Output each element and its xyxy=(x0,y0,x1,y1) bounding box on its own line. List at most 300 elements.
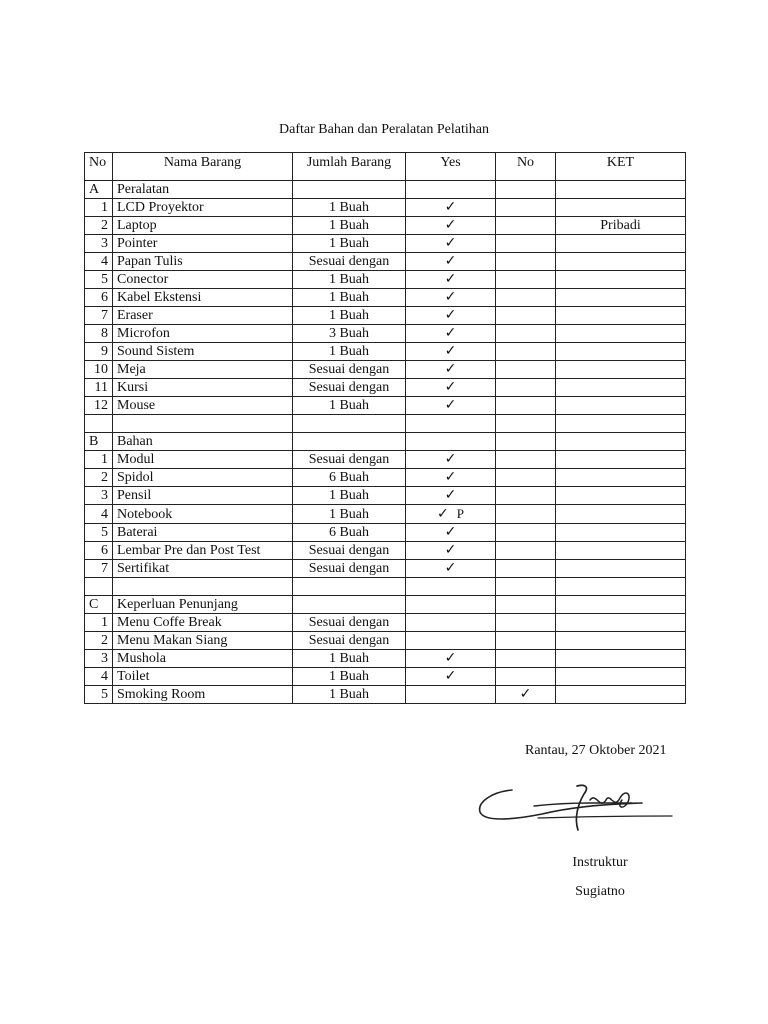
cell-yes-text: ✓ xyxy=(444,307,457,323)
cell-ket xyxy=(556,524,686,542)
cell-ket xyxy=(556,505,686,524)
cell-no xyxy=(85,235,113,253)
cell-nama-barang-text: Laptop xyxy=(117,218,157,233)
cell-ket xyxy=(556,235,686,253)
cell-ket xyxy=(556,199,686,217)
cell-no xyxy=(85,307,113,325)
cell-jumlah-barang xyxy=(293,181,406,199)
cell-ket xyxy=(556,632,686,650)
cell-nama-barang-text: Lembar Pre dan Post Test xyxy=(117,543,261,558)
cell-no xyxy=(85,632,113,650)
table-row xyxy=(85,235,686,253)
cell-ket xyxy=(556,469,686,487)
cell-ket xyxy=(556,181,686,199)
cell-no-text: 2 xyxy=(101,218,108,233)
cell-yes xyxy=(406,560,496,578)
cell-no-text: A xyxy=(89,182,100,197)
cell-jumlah-barang xyxy=(293,650,406,668)
cell-no-text: 8 xyxy=(101,326,108,341)
cell-no-check xyxy=(496,632,556,650)
cell-yes xyxy=(406,397,496,415)
cell-no xyxy=(85,415,113,433)
cell-yes-text: ✓ xyxy=(444,253,457,269)
cell-jumlah-barang xyxy=(293,524,406,542)
cell-nama-barang-text: Notebook xyxy=(117,506,173,522)
cell-nama-barang xyxy=(113,397,293,415)
cell-yes-text: ✓ xyxy=(444,560,457,576)
cell-yes xyxy=(406,542,496,560)
cell-yes-text: ✓ xyxy=(444,451,457,467)
cell-no-check xyxy=(496,271,556,289)
table-row xyxy=(85,271,686,289)
cell-no xyxy=(85,542,113,560)
cell-jumlah-barang xyxy=(293,307,406,325)
table-row xyxy=(85,614,686,632)
cell-nama-barang-text: Peralatan xyxy=(117,182,170,197)
yes-note: P xyxy=(456,506,464,521)
cell-no-text: 4 xyxy=(101,254,108,269)
cell-no-check xyxy=(496,415,556,433)
cell-no-text: 3 xyxy=(101,236,108,251)
cell-yes-text: ✓ xyxy=(444,668,457,684)
cell-ket xyxy=(556,343,686,361)
cell-jumlah-barang xyxy=(293,271,406,289)
cell-nama-barang-text: Sound Sistem xyxy=(117,344,195,359)
cell-no-text: 7 xyxy=(101,308,108,323)
blank-row xyxy=(85,415,686,433)
table-row xyxy=(85,307,686,325)
cell-yes-text: ✓ xyxy=(444,397,457,413)
cell-no xyxy=(85,199,113,217)
cell-yes xyxy=(406,361,496,379)
cell-yes xyxy=(406,469,496,487)
cell-jumlah-barang xyxy=(293,668,406,686)
cell-nama-barang xyxy=(113,379,293,397)
cell-jumlah-barang xyxy=(293,361,406,379)
cell-nama-barang xyxy=(113,469,293,487)
cell-no xyxy=(85,524,113,542)
cell-nama-barang xyxy=(113,542,293,560)
cell-no-text: 9 xyxy=(101,344,108,359)
table-row xyxy=(85,451,686,469)
cell-jumlah-barang xyxy=(293,235,406,253)
cell-jumlah-barang xyxy=(293,487,406,505)
cell-no xyxy=(85,505,113,524)
cell-nama-barang xyxy=(113,578,293,596)
cell-no-check xyxy=(496,578,556,596)
cell-no xyxy=(85,614,113,632)
cell-jumlah-barang xyxy=(293,199,406,217)
cell-ket xyxy=(556,614,686,632)
inventory-table-body xyxy=(85,153,686,704)
cell-no xyxy=(85,217,113,235)
cell-jumlah-barang xyxy=(293,578,406,596)
table-row xyxy=(85,217,686,235)
cell-no-check xyxy=(496,686,556,704)
cell-yes xyxy=(406,596,496,614)
header-yes: Yes xyxy=(406,153,496,181)
cell-jumlah-barang xyxy=(293,560,406,578)
cell-nama-barang-text: Mouse xyxy=(117,398,156,413)
cell-no-text: 5 xyxy=(101,687,108,702)
cell-yes xyxy=(406,325,496,343)
cell-jumlah-barang-text: Sesuai dengan xyxy=(308,633,390,648)
cell-jumlah-barang xyxy=(293,451,406,469)
cell-nama-barang xyxy=(113,668,293,686)
cell-yes xyxy=(406,307,496,325)
cell-no-check xyxy=(496,397,556,415)
cell-jumlah-barang xyxy=(293,325,406,343)
cell-jumlah-barang-text: Sesuai dengan xyxy=(308,254,390,269)
cell-no-check xyxy=(496,181,556,199)
table-row xyxy=(85,650,686,668)
cell-no-check xyxy=(496,199,556,217)
cell-nama-barang xyxy=(113,524,293,542)
cell-no-check xyxy=(496,343,556,361)
cell-no-text: 2 xyxy=(101,470,108,485)
cell-yes-text: ✓ xyxy=(444,487,457,503)
cell-yes xyxy=(406,199,496,217)
cell-no-check xyxy=(496,650,556,668)
cell-no-check xyxy=(496,542,556,560)
cell-no-text: 1 xyxy=(101,200,108,215)
cell-yes xyxy=(406,650,496,668)
cell-nama-barang-text: Keperluan Penunjang xyxy=(117,597,238,612)
cell-yes-text: ✓ xyxy=(444,524,457,540)
cell-ket xyxy=(556,668,686,686)
cell-yes xyxy=(406,686,496,704)
table-row xyxy=(85,542,686,560)
cell-nama-barang-text: Modul xyxy=(117,452,155,467)
cell-yes xyxy=(406,614,496,632)
cell-no-check xyxy=(496,379,556,397)
cell-nama-barang xyxy=(113,235,293,253)
cell-jumlah-barang xyxy=(293,433,406,451)
cell-nama-barang xyxy=(113,614,293,632)
cell-jumlah-barang-text: Sesuai dengan xyxy=(308,452,390,467)
cell-yes xyxy=(406,343,496,361)
cell-no-text: 1 xyxy=(101,452,108,467)
cell-nama-barang-text: Sertifikat xyxy=(117,561,170,576)
cell-nama-barang-text: Pensil xyxy=(117,488,152,503)
cell-nama-barang xyxy=(113,289,293,307)
cell-nama-barang-text: Menu Coffe Break xyxy=(117,615,222,630)
cell-jumlah-barang xyxy=(293,397,406,415)
cell-no xyxy=(85,668,113,686)
cell-no-check xyxy=(496,668,556,686)
cell-ket xyxy=(556,451,686,469)
table-row xyxy=(85,686,686,704)
cell-no xyxy=(85,253,113,271)
cell-no-check xyxy=(496,505,556,524)
cell-jumlah-barang-text: 1 Buah xyxy=(328,272,370,287)
cell-ket xyxy=(556,253,686,271)
cell-jumlah-barang-text: 1 Buah xyxy=(328,669,370,684)
cell-nama-barang xyxy=(113,271,293,289)
table-row xyxy=(85,379,686,397)
cell-nama-barang-text: LCD Proyektor xyxy=(117,200,204,215)
table-row xyxy=(85,361,686,379)
cell-nama-barang-text: Smoking Room xyxy=(117,687,206,702)
cell-yes xyxy=(406,524,496,542)
cell-no xyxy=(85,487,113,505)
section-row xyxy=(85,433,686,451)
cell-no-text: 2 xyxy=(101,633,108,648)
cell-yes-text: ✓ xyxy=(444,217,457,233)
cell-ket xyxy=(556,217,686,235)
table-row xyxy=(85,668,686,686)
cell-yes xyxy=(406,668,496,686)
cell-jumlah-barang-text: 1 Buah xyxy=(328,200,370,215)
cell-no xyxy=(85,469,113,487)
cell-jumlah-barang xyxy=(293,632,406,650)
cell-nama-barang xyxy=(113,451,293,469)
cell-no-text: 3 xyxy=(101,488,108,503)
cell-nama-barang xyxy=(113,361,293,379)
cell-yes xyxy=(406,379,496,397)
cell-no-text: 12 xyxy=(94,398,108,413)
cell-ket xyxy=(556,289,686,307)
cell-no-check xyxy=(496,361,556,379)
cell-no-text: 4 xyxy=(101,669,108,684)
cell-nama-barang-text: Kabel Ekstensi xyxy=(117,290,202,305)
cell-yes xyxy=(406,271,496,289)
cell-yes xyxy=(406,487,496,505)
cell-no-text: 10 xyxy=(94,362,108,377)
table-row xyxy=(85,289,686,307)
cell-nama-barang-text: Mushola xyxy=(117,651,166,666)
cell-jumlah-barang xyxy=(293,686,406,704)
cell-no-check xyxy=(496,487,556,505)
header-ket: KET xyxy=(556,153,686,181)
cell-nama-barang-text: Spidol xyxy=(117,470,154,485)
signature-name: Sugiatno xyxy=(575,884,625,899)
inventory-table xyxy=(84,152,686,704)
cell-jumlah-barang-text: 6 Buah xyxy=(328,525,370,540)
cell-jumlah-barang-text: 1 Buah xyxy=(328,488,370,503)
table-row xyxy=(85,632,686,650)
cell-no xyxy=(85,596,113,614)
cell-jumlah-barang-text: 1 Buah xyxy=(328,687,370,702)
header-nama-barang: Nama Barang xyxy=(113,153,293,181)
cell-yes-text: ✓ xyxy=(444,469,457,485)
cell-nama-barang-text: Baterai xyxy=(117,525,158,540)
cell-no-check xyxy=(496,596,556,614)
cell-jumlah-barang-text: 1 Buah xyxy=(328,651,370,666)
cell-ket xyxy=(556,271,686,289)
cell-no-text: 6 xyxy=(101,290,108,305)
cell-jumlah-barang-text: 1 Buah xyxy=(328,218,370,233)
cell-yes xyxy=(406,505,496,524)
cell-nama-barang-text: Eraser xyxy=(117,308,153,323)
cell-no-check xyxy=(496,560,556,578)
cell-jumlah-barang xyxy=(293,469,406,487)
cell-nama-barang-text: Menu Makan Siang xyxy=(117,633,228,648)
cell-ket xyxy=(556,686,686,704)
cell-no xyxy=(85,397,113,415)
cell-no xyxy=(85,289,113,307)
cell-no-text: 5 xyxy=(101,272,108,287)
cell-no-check xyxy=(496,217,556,235)
cell-no xyxy=(85,560,113,578)
cell-no xyxy=(85,578,113,596)
cell-ket xyxy=(556,397,686,415)
cell-jumlah-barang xyxy=(293,614,406,632)
cell-nama-barang xyxy=(113,433,293,451)
cell-nama-barang xyxy=(113,596,293,614)
cell-no-text: C xyxy=(89,597,99,612)
cell-no xyxy=(85,451,113,469)
cell-ket-text: Pribadi xyxy=(600,218,641,233)
cell-jumlah-barang xyxy=(293,415,406,433)
header-jumlah-barang: Jumlah Barang xyxy=(293,153,406,181)
cell-nama-barang xyxy=(113,686,293,704)
cell-no-text: B xyxy=(89,434,99,449)
cell-nama-barang xyxy=(113,253,293,271)
cell-no-check xyxy=(496,469,556,487)
cell-jumlah-barang-text: 1 Buah xyxy=(328,236,370,251)
table-row xyxy=(85,199,686,217)
cell-ket xyxy=(556,307,686,325)
cell-jumlah-barang-text: 1 Buah xyxy=(328,344,370,359)
cell-nama-barang xyxy=(113,217,293,235)
cell-jumlah-barang-text: Sesuai dengan xyxy=(308,543,390,558)
cell-yes-text: ✓ xyxy=(444,361,457,377)
table-row xyxy=(85,253,686,271)
cell-no-check xyxy=(496,235,556,253)
cell-yes-text: ✓ xyxy=(444,325,457,341)
table-row xyxy=(85,325,686,343)
cell-jumlah-barang xyxy=(293,596,406,614)
cell-ket xyxy=(556,560,686,578)
table-row xyxy=(85,560,686,578)
table-row xyxy=(85,343,686,361)
cell-yes-text: ✓ xyxy=(437,506,449,522)
place-date: Rantau, 27 Oktober 2021 xyxy=(525,743,667,758)
cell-yes xyxy=(406,235,496,253)
cell-jumlah-barang xyxy=(293,505,406,524)
cell-ket xyxy=(556,433,686,451)
cell-no-check xyxy=(496,325,556,343)
cell-nama-barang xyxy=(113,632,293,650)
cell-yes xyxy=(406,415,496,433)
cell-jumlah-barang-text: 1 Buah xyxy=(328,398,370,413)
cell-jumlah-barang xyxy=(293,542,406,560)
cell-nama-barang xyxy=(113,307,293,325)
cell-no xyxy=(85,686,113,704)
cell-yes xyxy=(406,451,496,469)
cell-no-check xyxy=(496,307,556,325)
cell-yes-text: ✓ xyxy=(444,199,457,215)
cell-no xyxy=(85,650,113,668)
cell-ket xyxy=(556,542,686,560)
cell-nama-barang-text: Bahan xyxy=(117,434,153,449)
section-row xyxy=(85,596,686,614)
cell-nama-barang xyxy=(113,487,293,505)
cell-nama-barang xyxy=(113,199,293,217)
cell-yes-text: ✓ xyxy=(444,235,457,251)
cell-no-check xyxy=(496,614,556,632)
cell-yes-text: ✓ xyxy=(444,289,457,305)
section-row xyxy=(85,181,686,199)
cell-ket xyxy=(556,361,686,379)
table-row xyxy=(85,524,686,542)
cell-no-text: 3 xyxy=(101,651,108,666)
blank-row xyxy=(85,578,686,596)
cell-jumlah-barang xyxy=(293,379,406,397)
cell-no-text: 11 xyxy=(94,380,108,395)
cell-jumlah-barang-text: Sesuai dengan xyxy=(308,561,390,576)
header-no-check: No xyxy=(496,153,556,181)
cell-nama-barang-text: Conector xyxy=(117,272,169,287)
cell-nama-barang xyxy=(113,560,293,578)
cell-nama-barang-text: Pointer xyxy=(117,236,158,251)
cell-nama-barang xyxy=(113,415,293,433)
cell-nama-barang-text: Meja xyxy=(117,362,146,377)
cell-ket xyxy=(556,325,686,343)
cell-nama-barang-text: Toilet xyxy=(117,669,150,684)
cell-ket xyxy=(556,379,686,397)
document-title: Daftar Bahan dan Peralatan Pelatihan xyxy=(279,122,489,137)
cell-no-check xyxy=(496,289,556,307)
cell-jumlah-barang xyxy=(293,289,406,307)
table-row xyxy=(85,487,686,505)
cell-no-check-text: ✓ xyxy=(519,686,532,702)
header-no: No xyxy=(85,153,113,181)
cell-jumlah-barang-text: 1 Buah xyxy=(328,506,370,522)
cell-yes xyxy=(406,253,496,271)
cell-jumlah-barang-text: 3 Buah xyxy=(328,326,370,341)
cell-jumlah-barang xyxy=(293,217,406,235)
cell-nama-barang-text: Papan Tulis xyxy=(117,254,183,269)
cell-nama-barang-text: Kursi xyxy=(117,380,149,395)
cell-yes-text: ✓ xyxy=(444,542,457,558)
cell-yes-text: ✓ xyxy=(444,271,457,287)
cell-yes-text: ✓ xyxy=(444,650,457,666)
cell-ket xyxy=(556,596,686,614)
cell-no xyxy=(85,343,113,361)
cell-yes-text: ✓ xyxy=(444,343,457,359)
signature-role: Instruktur xyxy=(572,855,628,870)
cell-nama-barang xyxy=(113,181,293,199)
cell-jumlah-barang-text: Sesuai dengan xyxy=(308,615,390,630)
cell-no xyxy=(85,361,113,379)
table-row xyxy=(85,397,686,415)
cell-jumlah-barang-text: Sesuai dengan xyxy=(308,362,390,377)
cell-ket xyxy=(556,415,686,433)
cell-no-text: 7 xyxy=(101,561,108,576)
cell-yes xyxy=(406,217,496,235)
cell-no-text: 6 xyxy=(101,543,108,558)
cell-ket xyxy=(556,578,686,596)
cell-jumlah-barang-text: Sesuai dengan xyxy=(308,380,390,395)
cell-yes xyxy=(406,578,496,596)
cell-no xyxy=(85,433,113,451)
cell-no-text: 5 xyxy=(101,525,108,540)
handwritten-signature xyxy=(472,770,682,840)
cell-no-check xyxy=(496,433,556,451)
cell-no-text: 4 xyxy=(101,506,108,522)
cell-jumlah-barang-text: 1 Buah xyxy=(328,308,370,323)
cell-jumlah-barang-text: 1 Buah xyxy=(328,290,370,305)
cell-no-check xyxy=(496,451,556,469)
cell-no xyxy=(85,325,113,343)
cell-nama-barang-text: Microfon xyxy=(117,326,170,341)
table-header-row xyxy=(85,153,686,181)
cell-no xyxy=(85,379,113,397)
cell-no-check xyxy=(496,253,556,271)
cell-no-text: 1 xyxy=(101,615,108,630)
